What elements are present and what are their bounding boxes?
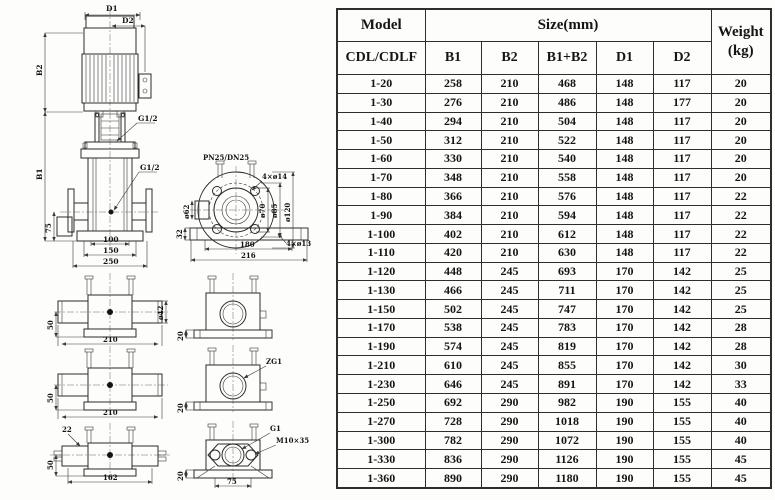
value-cell: 45 <box>711 450 771 469</box>
value-cell: 40 <box>711 394 771 413</box>
value-cell: 117 <box>653 168 711 187</box>
value-cell: 890 <box>425 469 481 488</box>
header-col-d2: D2 <box>653 42 711 75</box>
value-cell: 728 <box>425 412 481 431</box>
dim-216: 216 <box>241 251 256 260</box>
model-cell: 1-50 <box>337 131 425 150</box>
value-cell: 190 <box>596 394 653 413</box>
value-cell: 402 <box>425 225 481 244</box>
value-cell: 22 <box>711 225 771 244</box>
value-cell: 148 <box>596 225 653 244</box>
value-cell: 117 <box>653 150 711 169</box>
junction-box <box>139 74 151 98</box>
table-row <box>337 469 771 488</box>
dim-e-50: 50 <box>46 460 55 470</box>
dimension-table-wrap <box>336 8 770 489</box>
value-cell: 148 <box>596 187 653 206</box>
table-row <box>337 281 771 300</box>
value-cell: 190 <box>596 469 653 488</box>
port-label-g1: G1 <box>270 424 281 433</box>
table-row <box>337 187 771 206</box>
port-label-g12-top: G1/2 <box>138 114 158 123</box>
value-cell: 693 <box>538 262 596 281</box>
value-cell: 384 <box>425 206 481 225</box>
value-cell: 148 <box>596 243 653 262</box>
value-cell: 574 <box>425 337 481 356</box>
table-row <box>337 412 771 431</box>
model-cell: 1-120 <box>337 262 425 281</box>
value-cell: 245 <box>481 262 538 281</box>
value-cell: 210 <box>481 112 538 131</box>
value-cell: 290 <box>481 394 538 413</box>
value-cell: 190 <box>596 412 653 431</box>
model-cell: 1-170 <box>337 318 425 337</box>
label-bolts-base: 4×ø13 <box>286 239 312 248</box>
value-cell: 258 <box>425 75 481 94</box>
model-cell: 1-210 <box>337 356 425 375</box>
value-cell: 210 <box>481 131 538 150</box>
model-cell: 1-20 <box>337 75 425 94</box>
port-view-b <box>176 273 272 341</box>
table-row <box>337 262 771 281</box>
model-cell: 1-70 <box>337 168 425 187</box>
value-cell: 783 <box>538 318 596 337</box>
value-cell: 20 <box>711 75 771 94</box>
value-cell: 468 <box>538 75 596 94</box>
model-cell: 1-30 <box>337 93 425 112</box>
table-row <box>337 300 771 319</box>
dim-a-d42: ø42 <box>156 305 165 320</box>
value-cell: 40 <box>711 412 771 431</box>
model-cell: 1-130 <box>337 281 425 300</box>
value-cell: 148 <box>596 168 653 187</box>
value-cell: 148 <box>596 206 653 225</box>
table-row <box>337 131 771 150</box>
value-cell: 170 <box>596 375 653 394</box>
table-row <box>337 168 771 187</box>
value-cell: 117 <box>653 243 711 262</box>
table-row <box>337 431 771 450</box>
value-cell: 982 <box>538 394 596 413</box>
value-cell: 20 <box>711 168 771 187</box>
model-cell: 1-230 <box>337 375 425 394</box>
dim-a-50: 50 <box>46 320 55 330</box>
dim-f-75: 75 <box>227 477 237 486</box>
dim-32: 32 <box>175 229 184 239</box>
value-cell: 148 <box>596 75 653 94</box>
header-weight-line2: (kg) <box>727 43 754 59</box>
table-row <box>337 375 771 394</box>
value-cell: 294 <box>425 112 481 131</box>
model-cell: 1-270 <box>337 412 425 431</box>
label-bolts-top: 4×ø14 <box>262 172 288 181</box>
header-col-b1b2: B1+B2 <box>538 42 596 75</box>
value-cell: 148 <box>596 112 653 131</box>
table-row <box>337 112 771 131</box>
model-cell: 1-190 <box>337 337 425 356</box>
model-cell: 1-360 <box>337 469 425 488</box>
front-view <box>35 4 160 268</box>
dim-180: 180 <box>240 240 255 249</box>
dim-250: 250 <box>103 257 119 266</box>
value-cell: 25 <box>711 281 771 300</box>
value-cell: 28 <box>711 318 771 337</box>
value-cell: 210 <box>481 187 538 206</box>
value-cell: 117 <box>653 75 711 94</box>
port-point <box>109 210 114 215</box>
dim-d62: ø62 <box>182 204 191 219</box>
model-cell: 1-330 <box>337 450 425 469</box>
side-view-e <box>46 423 170 484</box>
value-cell: 25 <box>711 300 771 319</box>
dim-b2: B2 <box>35 64 44 76</box>
model-cell: 1-100 <box>337 225 425 244</box>
value-cell: 245 <box>481 337 538 356</box>
value-cell: 290 <box>481 450 538 469</box>
header-col-b1: B1 <box>425 42 481 75</box>
value-cell: 155 <box>653 450 711 469</box>
value-cell: 1018 <box>538 412 596 431</box>
value-cell: 290 <box>481 412 538 431</box>
value-cell: 210 <box>481 225 538 244</box>
value-cell: 40 <box>711 431 771 450</box>
value-cell: 245 <box>481 318 538 337</box>
table-body <box>337 75 771 489</box>
value-cell: 155 <box>653 394 711 413</box>
dim-e-162: 162 <box>103 473 118 482</box>
table-row <box>337 75 771 94</box>
value-cell: 210 <box>481 150 538 169</box>
port-view-f <box>176 421 309 488</box>
value-cell: 245 <box>481 356 538 375</box>
header-col-b2: B2 <box>481 42 538 75</box>
table-row <box>337 93 771 112</box>
value-cell: 210 <box>481 168 538 187</box>
value-cell: 366 <box>425 187 481 206</box>
value-cell: 836 <box>425 450 481 469</box>
dim-75: 75 <box>44 223 53 233</box>
value-cell: 782 <box>425 431 481 450</box>
value-cell: 117 <box>653 206 711 225</box>
table-row <box>337 318 771 337</box>
model-cell: 1-300 <box>337 431 425 450</box>
model-cell: 1-60 <box>337 150 425 169</box>
dim-d85: ø85 <box>270 203 279 218</box>
value-cell: 20 <box>711 93 771 112</box>
value-cell: 142 <box>653 300 711 319</box>
value-cell: 612 <box>538 225 596 244</box>
table-row <box>337 356 771 375</box>
value-cell: 142 <box>653 356 711 375</box>
value-cell: 170 <box>596 318 653 337</box>
dim-f-20: 20 <box>176 471 185 481</box>
dim-c-50: 50 <box>46 393 55 403</box>
value-cell: 20 <box>711 150 771 169</box>
port-label-g12-mid: G1/2 <box>140 163 160 172</box>
value-cell: 177 <box>653 93 711 112</box>
value-cell: 210 <box>481 75 538 94</box>
value-cell: 142 <box>653 375 711 394</box>
value-cell: 45 <box>711 469 771 488</box>
value-cell: 504 <box>538 112 596 131</box>
value-cell: 25 <box>711 262 771 281</box>
value-cell: 646 <box>425 375 481 394</box>
dim-d120: ø120 <box>283 202 292 222</box>
value-cell: 1180 <box>538 469 596 488</box>
table-row <box>337 150 771 169</box>
value-cell: 290 <box>481 431 538 450</box>
value-cell: 33 <box>711 375 771 394</box>
dim-c-210: 210 <box>103 408 118 417</box>
value-cell: 142 <box>653 318 711 337</box>
value-cell: 155 <box>653 431 711 450</box>
value-cell: 148 <box>596 150 653 169</box>
port-view-d <box>176 345 282 413</box>
value-cell: 330 <box>425 150 481 169</box>
model-cell: 1-110 <box>337 243 425 262</box>
value-cell: 142 <box>653 337 711 356</box>
dim-b-20: 20 <box>176 331 185 341</box>
dim-d-20: 20 <box>176 403 185 413</box>
value-cell: 420 <box>425 243 481 262</box>
header-weight <box>711 9 771 75</box>
value-cell: 855 <box>538 356 596 375</box>
side-view-a <box>46 273 168 346</box>
value-cell: 155 <box>653 469 711 488</box>
table-row <box>337 394 771 413</box>
value-cell: 558 <box>538 168 596 187</box>
dimension-table <box>336 8 772 489</box>
value-cell: 502 <box>425 300 481 319</box>
table-row <box>337 225 771 244</box>
header-size: Size(mm) <box>425 9 711 42</box>
value-cell: 155 <box>653 412 711 431</box>
value-cell: 20 <box>711 131 771 150</box>
value-cell: 148 <box>596 93 653 112</box>
dim-e-22: 22 <box>62 425 72 434</box>
value-cell: 170 <box>596 337 653 356</box>
value-cell: 142 <box>653 281 711 300</box>
value-cell: 245 <box>481 300 538 319</box>
value-cell: 170 <box>596 262 653 281</box>
value-cell: 210 <box>481 243 538 262</box>
value-cell: 819 <box>538 337 596 356</box>
dim-d70: ø70 <box>258 203 267 218</box>
value-cell: 466 <box>425 281 481 300</box>
value-cell: 117 <box>653 225 711 244</box>
model-cell: 1-90 <box>337 206 425 225</box>
value-cell: 170 <box>596 356 653 375</box>
dim-d2: D2 <box>122 16 134 25</box>
value-cell: 540 <box>538 150 596 169</box>
table-row <box>337 337 771 356</box>
value-cell: 117 <box>653 187 711 206</box>
port-label-zg1: ZG1 <box>266 357 282 366</box>
value-cell: 576 <box>538 187 596 206</box>
value-cell: 190 <box>596 450 653 469</box>
value-cell: 594 <box>538 206 596 225</box>
side-view-c <box>46 346 168 419</box>
value-cell: 522 <box>538 131 596 150</box>
value-cell: 1126 <box>538 450 596 469</box>
value-cell: 20 <box>711 112 771 131</box>
header-model-series: CDL/CDLF <box>337 42 425 75</box>
value-cell: 348 <box>425 168 481 187</box>
dim-b1: B1 <box>35 168 44 180</box>
value-cell: 312 <box>425 131 481 150</box>
value-cell: 747 <box>538 300 596 319</box>
value-cell: 170 <box>596 300 653 319</box>
header-col-d1: D1 <box>596 42 653 75</box>
value-cell: 210 <box>481 206 538 225</box>
value-cell: 22 <box>711 187 771 206</box>
value-cell: 22 <box>711 206 771 225</box>
value-cell: 30 <box>711 356 771 375</box>
value-cell: 1072 <box>538 431 596 450</box>
value-cell: 148 <box>596 131 653 150</box>
dim-100: 100 <box>103 235 119 244</box>
value-cell: 486 <box>538 93 596 112</box>
flange-top-view <box>175 153 311 262</box>
value-cell: 538 <box>425 318 481 337</box>
value-cell: 245 <box>481 281 538 300</box>
model-cell: 1-40 <box>337 112 425 131</box>
model-cell: 1-250 <box>337 394 425 413</box>
value-cell: 117 <box>653 131 711 150</box>
value-cell: 170 <box>596 281 653 300</box>
value-cell: 290 <box>481 469 538 488</box>
value-cell: 448 <box>425 262 481 281</box>
dim-d1: D1 <box>106 4 118 13</box>
value-cell: 692 <box>425 394 481 413</box>
bolt-label-m10: M10×35 <box>276 436 310 445</box>
value-cell: 142 <box>653 262 711 281</box>
table-row <box>337 243 771 262</box>
value-cell: 276 <box>425 93 481 112</box>
dim-a-210: 210 <box>103 335 118 344</box>
value-cell: 610 <box>425 356 481 375</box>
table-row <box>337 206 771 225</box>
value-cell: 190 <box>596 431 653 450</box>
table-row <box>337 450 771 469</box>
value-cell: 630 <box>538 243 596 262</box>
model-cell: 1-80 <box>337 187 425 206</box>
dim-150: 150 <box>103 246 119 255</box>
value-cell: 117 <box>653 112 711 131</box>
pump-technical-drawing <box>0 0 335 500</box>
value-cell: 711 <box>538 281 596 300</box>
value-cell: 210 <box>481 93 538 112</box>
value-cell: 22 <box>711 243 771 262</box>
model-cell: 1-150 <box>337 300 425 319</box>
value-cell: 891 <box>538 375 596 394</box>
header-weight-line1: Weight <box>717 24 764 41</box>
flange-title: PN25/DN25 <box>203 153 250 162</box>
value-cell: 28 <box>711 337 771 356</box>
value-cell: 245 <box>481 375 538 394</box>
header-model: Model <box>337 9 425 42</box>
